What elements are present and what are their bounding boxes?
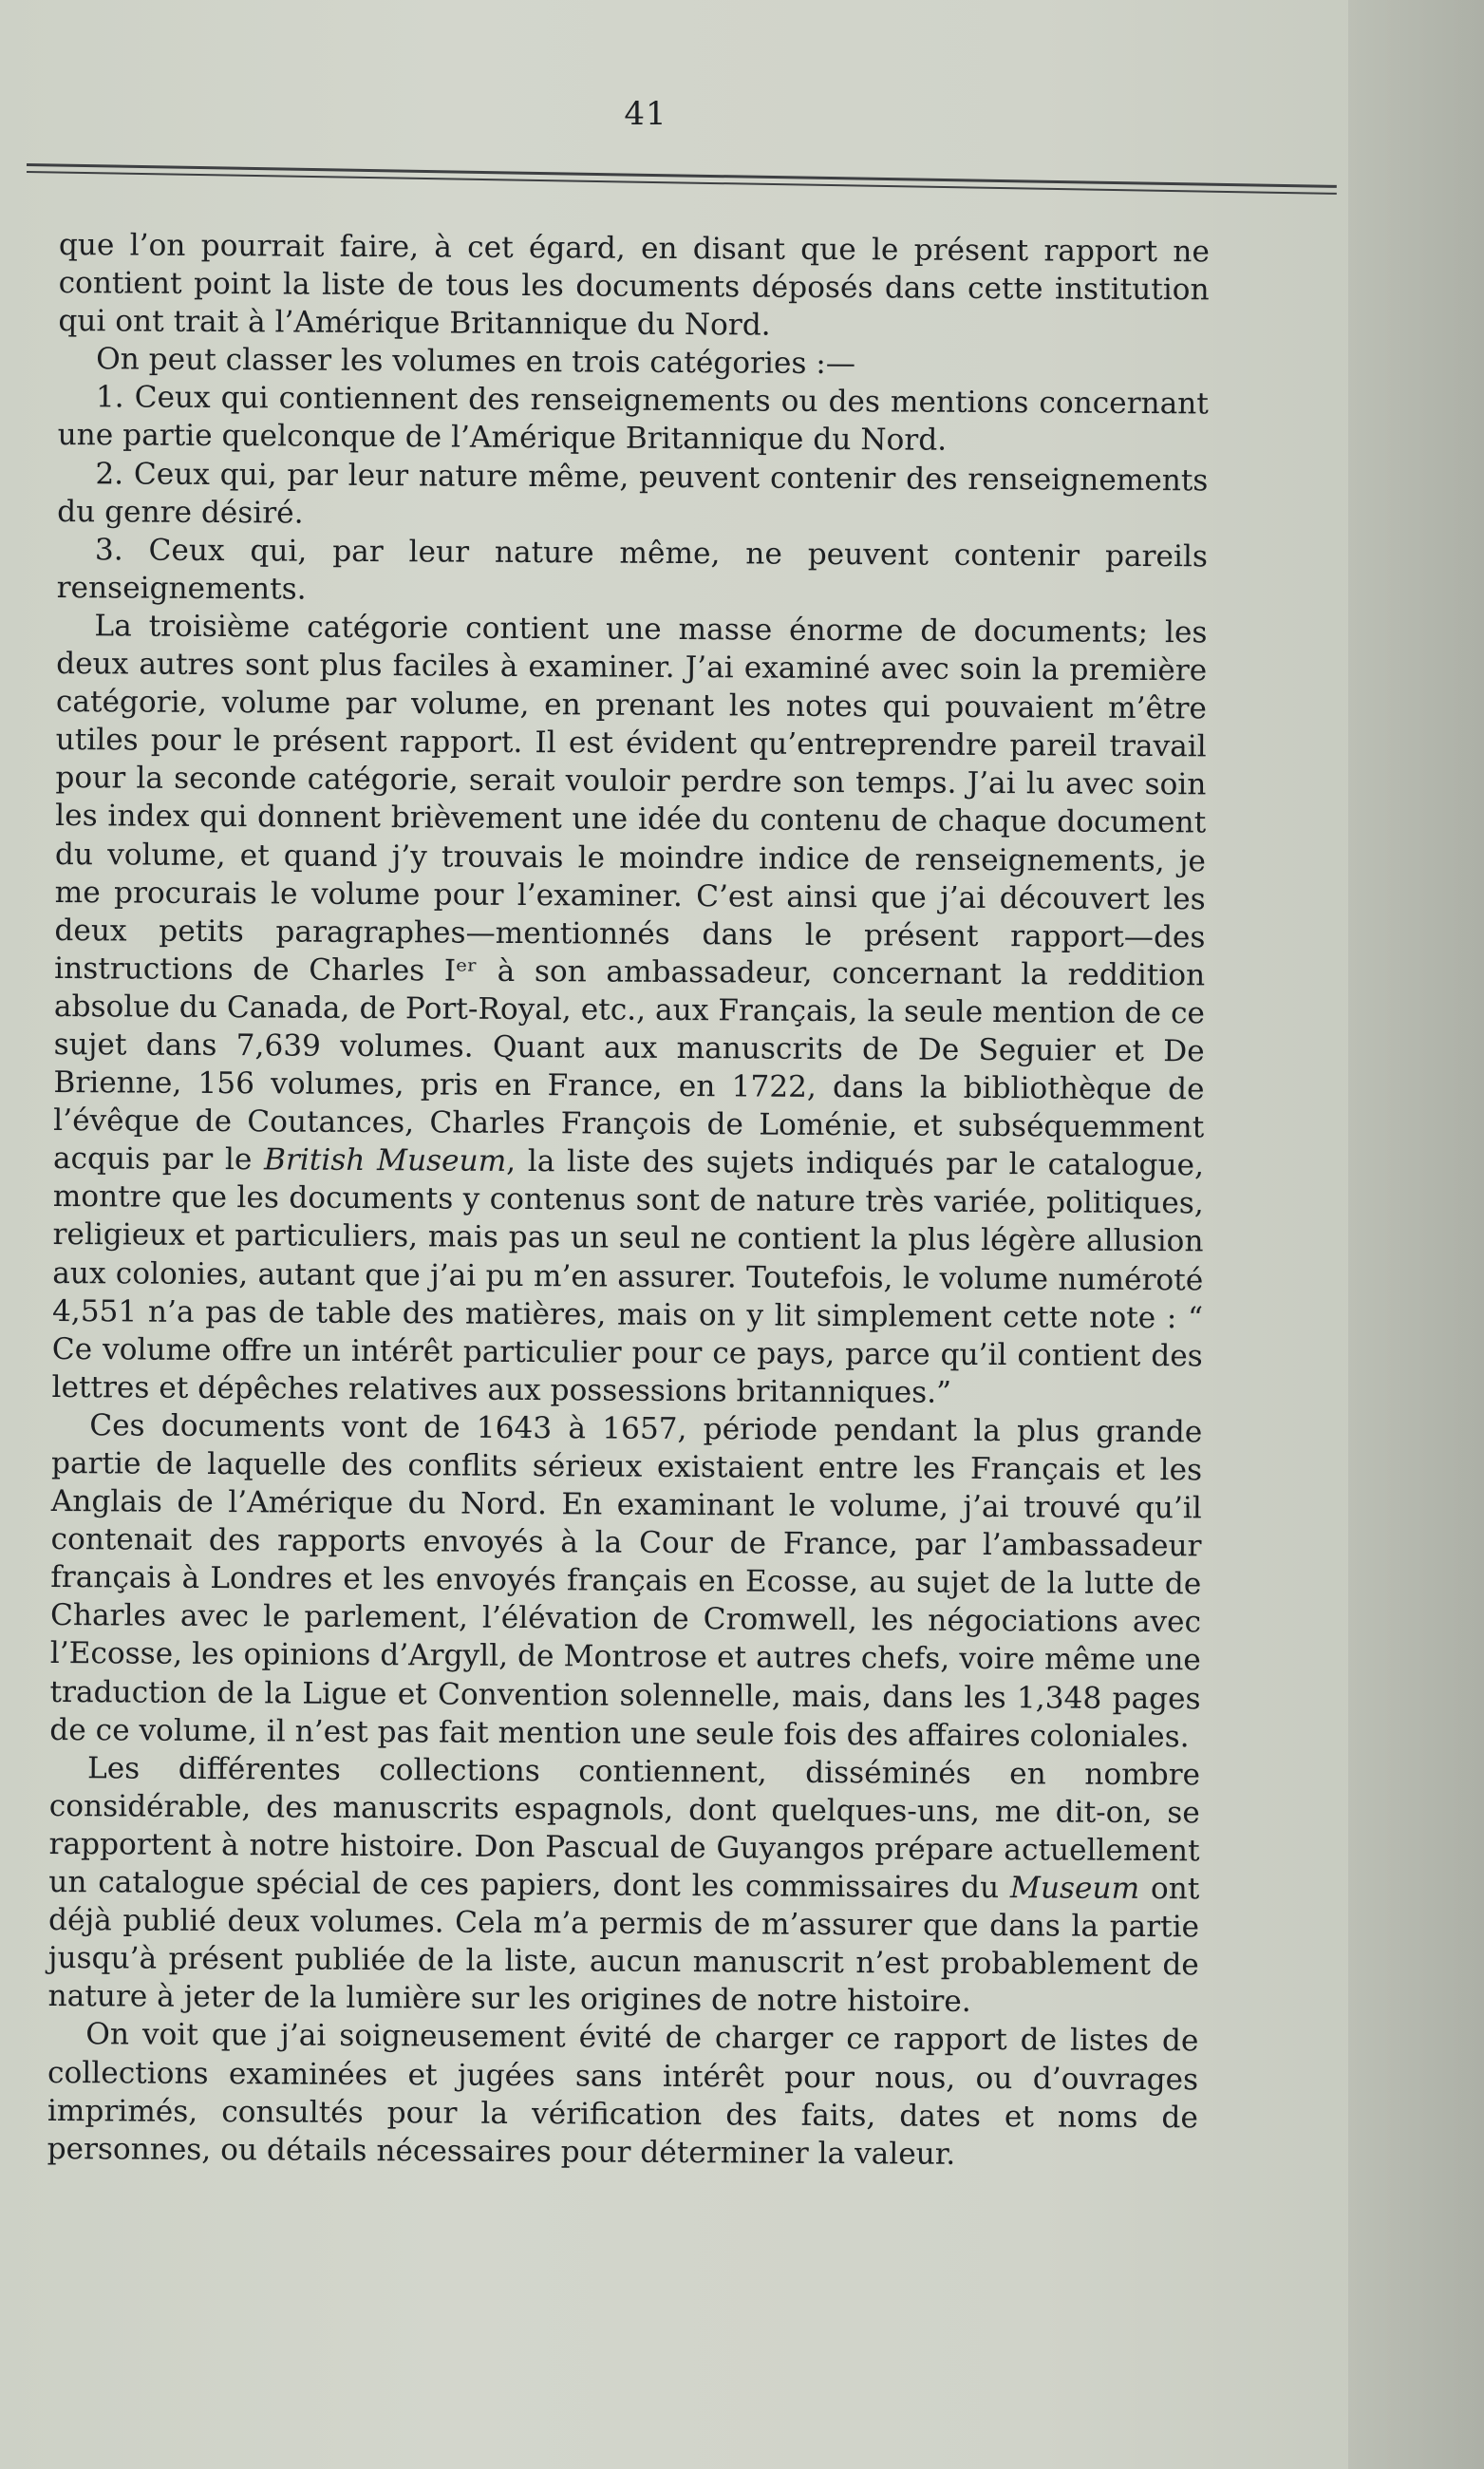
paragraph-category-2: 2. Ceux qui, par leur nature même, peuvent contenir des renseignements du genre désiré. bbox=[57, 456, 1209, 531]
paragraph-category-3: 3. Ceux qui, par leur nature même, ne peuvent contenir pareils renseignements. bbox=[56, 532, 1209, 607]
page-number: 41 bbox=[624, 95, 667, 133]
paragraph-category-1: 1. Ceux qui contiennent des renseignements ou des mentions concernant une partie quelconque de l’Amérique Britannique du Nord. bbox=[57, 380, 1209, 459]
paragraph-closing: On voit que j’ai soigneusement évité de charger ce rapport de listes de collections examinées et jugées sans intérêt pour nous, ou d’ouvrages imprimés, consultés pour la vérification des faits, dates et noms de personnes, ou détails nécessaires pour déterminer la valeur. bbox=[47, 2017, 1199, 2172]
paragraph-documents-1643-1657: Ces documents vont de 1643 à 1657, période pendant la plus grande partie de laquelle des conflits sérieux existaient entre les Français et les Anglais de l’Amérique du Nord. En examinant le volume, j’ai trouvé qu’il contenait des rapports envoyés à la Cour de France, par l’ambassadeur français à Londres et les envoyés français en Ecosse, au sujet de la lutte de Charles avec le parlement, l’élévation de Cromwell, les négociations avec l’Ecosse, les opinions d’Argyll, de Montrose et autres chefs, voire même une traduction de la Ligue et Convention solennelle, mais, dans les 1,348 pages de ce volume, il n’est pas fait mention une seule fois des affaires coloniales. bbox=[49, 1408, 1203, 1754]
adjacent-page-edge bbox=[1348, 0, 1484, 2469]
paragraph-spanish-manuscripts: Les différentes collections contiennent, disséminés en nombre considérable, des manuscrits espagnols, dont quelques-uns, me dit-on, se rapportent à notre histoire. Don Pascual de Guyangos prépare actuellement un catalogue spécial de ces papiers, dont les commissaires du Museum ont déjà publié deux volumes. Cela m’a permis de m’assurer que dans la partie jusqu’à présent publiée de la liste, aucun manuscrit n’est probablement de nature à jeter de la lumière sur les origines de notre histoire. bbox=[47, 1750, 1201, 2020]
paragraph-continuation: que l’on pourrait faire, à cet égard, en disant que le présent rapport ne contient point la liste de tous les documents déposés dans cette institution qui ont trait à l’Amérique Britannique du Nord. bbox=[58, 227, 1210, 343]
body-text bbox=[47, 226, 1210, 2175]
paragraph-third-category: La troisième catégorie contient une masse énorme de documents; les deux autres sont plus faciles à examiner. J’ai examiné avec soin la première catégorie, volume par volume, en prenant les notes qui pouvaient m’être utiles pour le présent rapport. Il est évident qu’entreprendre pareil travail pour la seconde catégorie, serait vouloir perdre son temps. J’ai lu avec soin les index qui donnent brièvement une idée du contenu de chaque document du volume, et quand j’y trouvais le moindre indice de renseignements, je me procurais le volume pour l’examiner. C’est ainsi que j’ai découvert les deux petits paragraphes—mentionnés dans le présent rapport—des instructions de Charles Iᵉʳ à son ambassadeur, concernant la reddition absolue du Canada, de Port-Royal, etc., aux Français, la seule mention de ce sujet dans 7,639 volumes. Quant aux manuscrits de De Seguier et De Brienne, 156 volumes, pris en France, en 1722, dans la bibliothèque de l’évêque de Coutances, Charles François de Loménie, et subséquemment acquis par le British Museum, la liste des sujets indiqués par le catalogue, montre que les documents y contenus sont de nature très variée, politiques, religieux et particuliers, mais pas un seul ne contient la plus légère allusion aux colonies, autant que j’ai pu m’en assurer. Toutefois, le volume numéroté 4,551 n’a pas de table des matières, mais on y lit simplement cette note : “ Ce volume offre un intérêt particulier pour ce pays, parce qu’il contient des lettres et dépêches relatives aux possessions britanniques.” bbox=[51, 609, 1208, 1410]
paragraph-categories-intro: On peut classer les volumes en trois catégories :— bbox=[96, 342, 856, 382]
